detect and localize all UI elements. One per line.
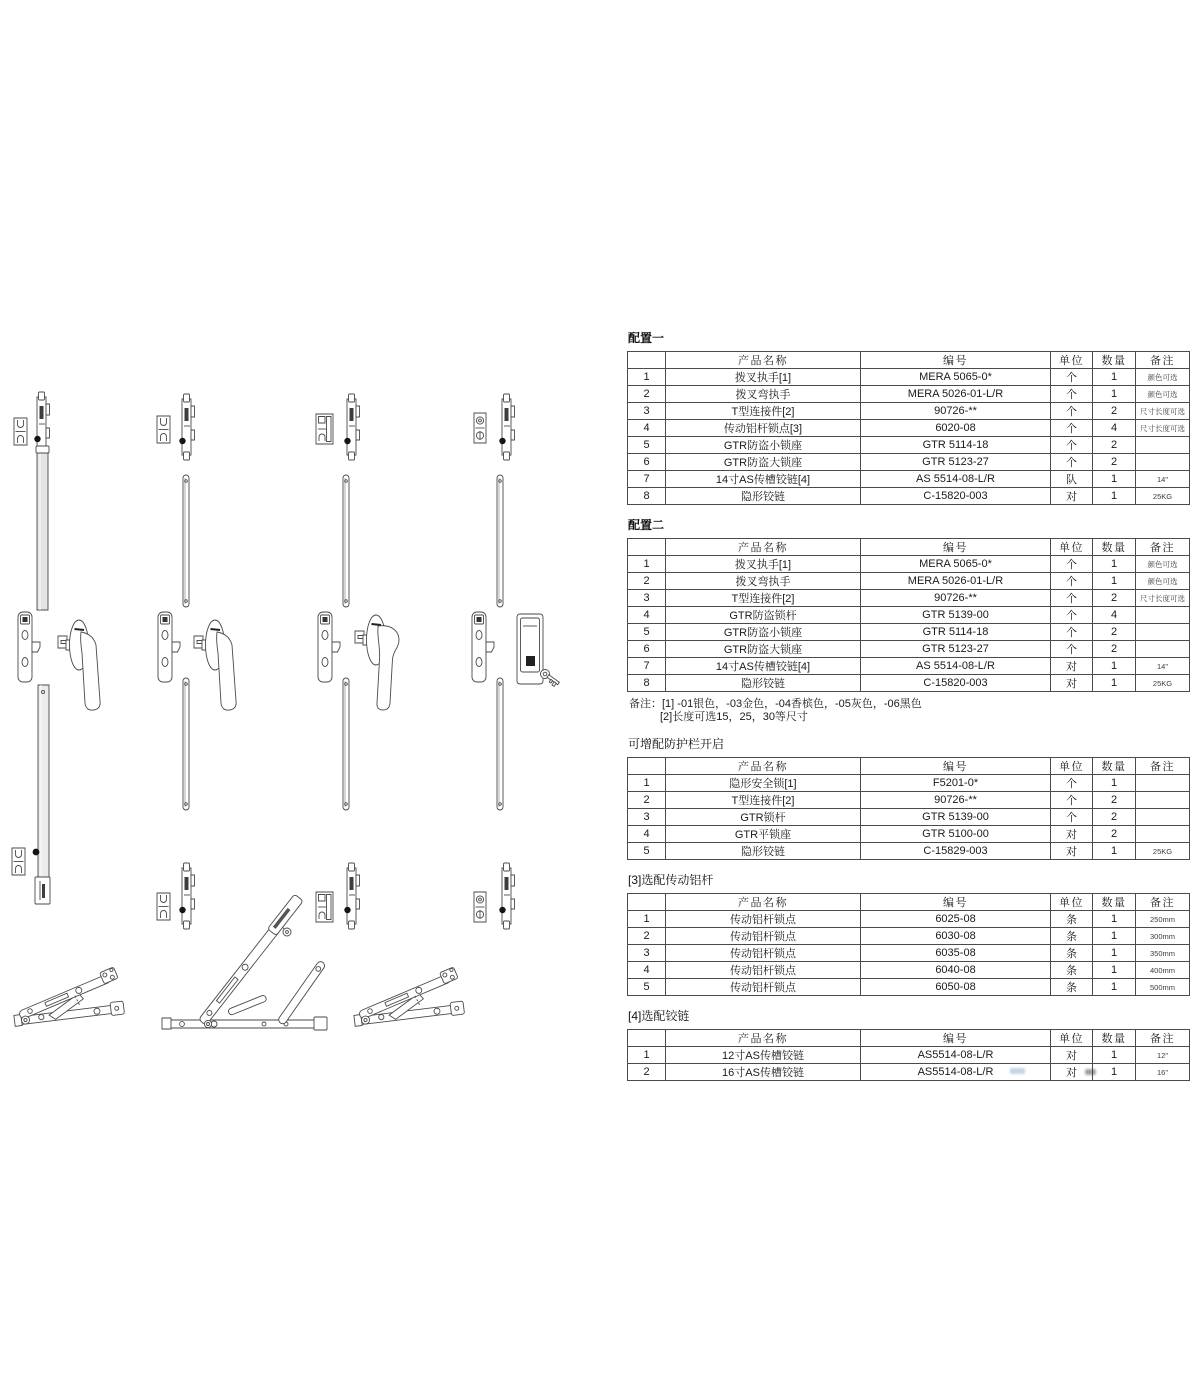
column-header: 数量: [1093, 352, 1136, 369]
cranked-window-handle-icon: [355, 615, 399, 710]
lock-keeper-icon: [12, 848, 25, 875]
table-cell: 2: [628, 573, 666, 590]
table-cell: MERA 5065-0*: [861, 369, 1051, 386]
table-cell: 3: [628, 590, 666, 607]
table-row: [628, 607, 1190, 624]
table-cell: 1: [628, 556, 666, 573]
table-cell: 2: [1093, 792, 1136, 809]
table-cell: 2: [1093, 403, 1136, 420]
lock-keeper-icon: [157, 416, 170, 443]
table-cell: 条: [1051, 979, 1093, 996]
table-cell: 2: [628, 928, 666, 945]
config1-table: [627, 351, 1190, 505]
table-cell: 90726-**: [861, 792, 1051, 809]
table-cell: 5: [628, 437, 666, 454]
friction-stay-hinge-icon: [9, 966, 124, 1027]
table-cell: 隐形安全锁[1]: [666, 775, 861, 792]
column-header: [628, 352, 666, 369]
notes-label: 备注：: [629, 698, 662, 710]
table-cell: 1: [1093, 386, 1136, 403]
table-cell: 25KG: [1136, 488, 1190, 505]
note-line: [1] -01银色，-03金色，-04香槟色，-05灰色，-06黑色: [662, 698, 922, 710]
assembly-column-2: [157, 394, 236, 929]
header-row: [628, 894, 1190, 911]
table-cell: 1: [1093, 945, 1136, 962]
table-cell: MERA 5026-01-L/R: [861, 573, 1051, 590]
drive-rod-icon: [183, 678, 189, 810]
rod-options-table: [627, 893, 1190, 996]
table-cell: GTR 5100-00: [861, 826, 1051, 843]
table-cell: C-15820-003: [861, 488, 1051, 505]
column-header: 产品名称: [666, 894, 861, 911]
table-cell: 1: [1093, 573, 1136, 590]
table-cell: GTR防盗小锁座: [666, 437, 861, 454]
column-header: [628, 1030, 666, 1047]
table-cell: 个: [1051, 454, 1093, 471]
assembly-column-4: [472, 394, 561, 929]
table-cell: 4: [628, 826, 666, 843]
table-row: [628, 369, 1190, 386]
column-header: 数量: [1093, 539, 1136, 556]
lock-keeper-icon: [316, 414, 333, 444]
column-header: 单位: [1051, 352, 1093, 369]
table-cell: 1: [1093, 775, 1136, 792]
table-cell: 300mm: [1136, 928, 1190, 945]
table-cell: T型连接件[2]: [666, 403, 861, 420]
table-cell: 个: [1051, 420, 1093, 437]
table-cell: 1: [628, 1047, 666, 1064]
table-cell: 2: [628, 792, 666, 809]
lock-point-strip-icon: [499, 394, 514, 460]
table-cell: 6030-08: [861, 928, 1051, 945]
column-header: [628, 539, 666, 556]
table-cell: 4: [628, 607, 666, 624]
table-cell: 个: [1051, 573, 1093, 590]
table-row: [628, 979, 1190, 996]
espagnolette-gearbox-icon: [318, 612, 340, 682]
table-cell: 颜色可选: [1136, 386, 1190, 403]
table-cell: 90726-**: [861, 590, 1051, 607]
table-cell: 个: [1051, 775, 1093, 792]
table-cell: 4: [1093, 420, 1136, 437]
window-handle-icon: [58, 620, 100, 710]
table-cell: [1136, 792, 1190, 809]
table-cell: 1: [1093, 658, 1136, 675]
header-row: [628, 758, 1190, 775]
table-cell: 队: [1051, 471, 1093, 488]
table-cell: 5: [628, 843, 666, 860]
header-row: [628, 352, 1190, 369]
lock-keeper-icon: [14, 418, 27, 445]
table-cell: [1136, 775, 1190, 792]
table-cell: 1: [1093, 369, 1136, 386]
table-cell: 对: [1051, 675, 1093, 692]
table-cell: 3: [628, 403, 666, 420]
table-cell: 250mm: [1136, 911, 1190, 928]
table-cell: 拨叉弯执手: [666, 573, 861, 590]
table-cell: 1: [628, 911, 666, 928]
table-cell: 12": [1136, 1047, 1190, 1064]
faint-print-artifact: [1010, 1068, 1025, 1074]
table-row: [628, 471, 1190, 488]
table-cell: 尺寸长度可选: [1136, 403, 1190, 420]
table-cell: 6040-08: [861, 962, 1051, 979]
table-cell: GTR防盗锁杆: [666, 607, 861, 624]
table-cell: AS 5514-08-L/R: [861, 658, 1051, 675]
table-cell: [1136, 454, 1190, 471]
table-row: [628, 488, 1190, 505]
column-header: 备注: [1136, 894, 1190, 911]
table-cell: 传动铝杆锁点: [666, 928, 861, 945]
spec-panel: [627, 331, 1189, 1081]
drive-rod-icon: [35, 685, 50, 904]
table-cell: 个: [1051, 403, 1093, 420]
hidden-safety-lock-key-icon: [517, 614, 561, 688]
table-cell: 对: [1051, 826, 1093, 843]
table-row: [628, 962, 1190, 979]
table-cell: 拨叉弯执手: [666, 386, 861, 403]
table-cell: 条: [1051, 962, 1093, 979]
drive-rod-icon: [497, 475, 503, 607]
table-cell: 拨叉执手[1]: [666, 556, 861, 573]
section-title-rod-options: [3]选配传动铝杆: [628, 873, 714, 887]
table-cell: 8: [628, 675, 666, 692]
table-cell: 5: [628, 624, 666, 641]
table-row: [628, 403, 1190, 420]
table-cell: 对: [1051, 843, 1093, 860]
table-cell: GTR锁杆: [666, 809, 861, 826]
lock-keeper-icon: [157, 893, 170, 920]
table-cell: 1: [1093, 471, 1136, 488]
table-cell: 对: [1051, 1047, 1093, 1064]
table-cell: 对: [1051, 658, 1093, 675]
table-cell: 传动铝杆锁点: [666, 979, 861, 996]
table-cell: 6: [628, 641, 666, 658]
table-cell: 25KG: [1136, 843, 1190, 860]
table-cell: 2: [1093, 624, 1136, 641]
table-row: [628, 386, 1190, 403]
column-header: 备注: [1136, 352, 1190, 369]
config2-table: [627, 538, 1190, 692]
lock-point-strip-icon: [499, 863, 514, 929]
table-cell: [1136, 809, 1190, 826]
table-cell: 传动铝杆锁点: [666, 911, 861, 928]
table-cell: 个: [1051, 792, 1093, 809]
table-cell: 条: [1051, 928, 1093, 945]
notes: [629, 698, 1189, 724]
table-cell: F5201-0*: [861, 775, 1051, 792]
table-row: [628, 658, 1190, 675]
table-cell: 2: [628, 386, 666, 403]
table-row: [628, 590, 1190, 607]
table-row: [628, 573, 1190, 590]
table-row: [628, 775, 1190, 792]
table-cell: GTR平锁座: [666, 826, 861, 843]
column-header: 编号: [861, 1030, 1051, 1047]
column-header: 单位: [1051, 539, 1093, 556]
table-row: [628, 1064, 1190, 1081]
table-cell: 个: [1051, 624, 1093, 641]
table-cell: 个: [1051, 590, 1093, 607]
table-cell: 个: [1051, 369, 1093, 386]
table-cell: 隐形铰链: [666, 675, 861, 692]
header-row: [628, 539, 1190, 556]
column-header: 数量: [1093, 758, 1136, 775]
table-cell: 5: [628, 979, 666, 996]
table-row: [628, 928, 1190, 945]
table-cell: 6: [628, 454, 666, 471]
table-cell: 条: [1051, 911, 1093, 928]
table-cell: MERA 5026-01-L/R: [861, 386, 1051, 403]
column-header: 产品名称: [666, 352, 861, 369]
table-cell: 16寸AS传槽铰链: [666, 1064, 861, 1081]
table-cell: [1136, 624, 1190, 641]
table-cell: 个: [1051, 556, 1093, 573]
table-cell: GTR防盗大锁座: [666, 454, 861, 471]
table-cell: GTR防盗大锁座: [666, 641, 861, 658]
friction-stay-hinge-icon: [349, 966, 464, 1027]
table-cell: 7: [628, 471, 666, 488]
column-header: 数量: [1093, 1030, 1136, 1047]
table-cell: 2: [1093, 641, 1136, 658]
table-cell: C-15820-003: [861, 675, 1051, 692]
table-row: [628, 843, 1190, 860]
table-cell: 个: [1051, 641, 1093, 658]
table-cell: GTR 5139-00: [861, 607, 1051, 624]
table-cell: 4: [1093, 607, 1136, 624]
cam-dot-icon: [33, 849, 40, 856]
table-row: [628, 911, 1190, 928]
table-cell: AS5514-08-L/R: [861, 1064, 1051, 1081]
table-cell: 2: [628, 1064, 666, 1081]
drive-rod-icon: [343, 475, 349, 607]
section-title-hinge-options: [4]选配铰链: [628, 1009, 690, 1023]
table-cell: 1: [1093, 843, 1136, 860]
espagnolette-gearbox-icon: [18, 612, 40, 682]
table-row: [628, 675, 1190, 692]
table-cell: GTR 5114-18: [861, 437, 1051, 454]
espagnolette-gearbox-icon: [472, 612, 494, 682]
table-row: [628, 437, 1190, 454]
table-cell: 90726-**: [861, 403, 1051, 420]
table-cell: 6020-08: [861, 420, 1051, 437]
table-cell: 1: [1093, 962, 1136, 979]
table-cell: GTR 5139-00: [861, 809, 1051, 826]
column-header: [628, 758, 666, 775]
window-handle-icon: [194, 620, 236, 710]
table-cell: 1: [1093, 1047, 1136, 1064]
drive-rod-icon: [497, 678, 503, 810]
table-cell: [1136, 641, 1190, 658]
table-row: [628, 556, 1190, 573]
column-header: 备注: [1136, 1030, 1190, 1047]
column-header: 编号: [861, 352, 1051, 369]
table-cell: 1: [1093, 488, 1136, 505]
table-cell: 4: [628, 420, 666, 437]
table-cell: 颜色可选: [1136, 573, 1190, 590]
assembly-column-1: [12, 392, 100, 904]
table-row: [628, 624, 1190, 641]
table-cell: 对: [1051, 488, 1093, 505]
hinge-options-table: [627, 1029, 1190, 1081]
table-cell: T型连接件[2]: [666, 792, 861, 809]
table-cell: 2: [1093, 590, 1136, 607]
table-cell: MERA 5065-0*: [861, 556, 1051, 573]
table-cell: 500mm: [1136, 979, 1190, 996]
section-title-config1: 配置一: [628, 331, 665, 345]
drive-rod-icon: [36, 446, 49, 610]
table-cell: 1: [1093, 556, 1136, 573]
table-cell: 8: [628, 488, 666, 505]
header-row: [628, 1030, 1190, 1047]
column-header: 备注: [1136, 539, 1190, 556]
table-cell: 25KG: [1136, 675, 1190, 692]
table-cell: 6025-08: [861, 911, 1051, 928]
lock-point-strip-icon: [179, 394, 194, 460]
column-header: 产品名称: [666, 1030, 861, 1047]
table-row: [628, 420, 1190, 437]
table-cell: 2: [1093, 809, 1136, 826]
lock-keeper-icon: [474, 892, 486, 922]
table-cell: GTR 5123-27: [861, 454, 1051, 471]
table-cell: 400mm: [1136, 962, 1190, 979]
table-cell: 个: [1051, 809, 1093, 826]
column-header: 编号: [861, 894, 1051, 911]
lock-keeper-icon: [474, 413, 486, 443]
table-cell: [1136, 607, 1190, 624]
table-row: [628, 792, 1190, 809]
table-cell: 个: [1051, 386, 1093, 403]
lock-point-strip-icon: [344, 394, 359, 460]
table-cell: AS 5514-08-L/R: [861, 471, 1051, 488]
assembly-column-3: [279, 394, 399, 936]
table-cell: [1136, 826, 1190, 843]
table-cell: 传动铝杆锁点[3]: [666, 420, 861, 437]
espagnolette-gearbox-icon: [158, 612, 180, 682]
lock-point-strip-icon: [344, 863, 359, 929]
column-header: [628, 894, 666, 911]
table-row: [628, 809, 1190, 826]
table-cell: 12寸AS传槽铰链: [666, 1047, 861, 1064]
table-cell: 4: [628, 962, 666, 979]
table-cell: T型连接件[2]: [666, 590, 861, 607]
faint-print-artifact: [1085, 1069, 1096, 1075]
table-cell: GTR 5123-27: [861, 641, 1051, 658]
table-cell: 14": [1136, 658, 1190, 675]
table-row: [628, 1047, 1190, 1064]
table-cell: 1: [1093, 675, 1136, 692]
drive-rod-icon: [343, 678, 349, 810]
table-cell: 1: [628, 369, 666, 386]
table-row: [628, 641, 1190, 658]
table-cell: 隐形铰链: [666, 488, 861, 505]
table-cell: 1: [1093, 928, 1136, 945]
table-cell: 拨叉执手[1]: [666, 369, 861, 386]
table-cell: 尺寸长度可选: [1136, 420, 1190, 437]
table-cell: 颜色可选: [1136, 556, 1190, 573]
column-header: 编号: [861, 539, 1051, 556]
drive-rod-icon: [183, 475, 189, 607]
note-line: [2]长度可选15，25，30等尺寸: [660, 711, 808, 723]
table-cell: 颜色可选: [1136, 369, 1190, 386]
hardware-diagram: [0, 375, 620, 1075]
table-cell: 3: [628, 945, 666, 962]
lock-keeper-icon: [316, 892, 333, 922]
column-header: 数量: [1093, 894, 1136, 911]
table-cell: 14": [1136, 471, 1190, 488]
table-cell: 1: [1093, 911, 1136, 928]
table-cell: 1: [1093, 979, 1136, 996]
table-cell: AS5514-08-L/R: [861, 1047, 1051, 1064]
table-cell: 对: [1051, 1064, 1093, 1081]
lock-point-strip-icon: [179, 863, 194, 929]
table-cell: 1: [628, 775, 666, 792]
table-cell: 3: [628, 809, 666, 826]
table-row: [628, 454, 1190, 471]
section-title-config2: 配置二: [628, 518, 665, 532]
table-cell: 传动铝杆锁点: [666, 945, 861, 962]
table-cell: GTR 5114-18: [861, 624, 1051, 641]
column-header: 单位: [1051, 1030, 1093, 1047]
table-cell: 个: [1051, 607, 1093, 624]
table-cell: 7: [628, 658, 666, 675]
table-cell: 6035-08: [861, 945, 1051, 962]
table-cell: 隐形铰链: [666, 843, 861, 860]
table-cell: 14寸AS传槽铰链[4]: [666, 658, 861, 675]
table-row: [628, 826, 1190, 843]
table-cell: 传动铝杆锁点: [666, 962, 861, 979]
table-cell: [1136, 437, 1190, 454]
table-cell: GTR防盗小锁座: [666, 624, 861, 641]
column-header: 编号: [861, 758, 1051, 775]
table-cell: 14寸AS传槽铰链[4]: [666, 471, 861, 488]
table-cell: 2: [1093, 454, 1136, 471]
table-cell: 2: [1093, 437, 1136, 454]
table-cell: 尺寸长度可选: [1136, 590, 1190, 607]
table-cell: 16": [1136, 1064, 1190, 1081]
column-header: 备注: [1136, 758, 1190, 775]
table-cell: 条: [1051, 945, 1093, 962]
column-header: 单位: [1051, 758, 1093, 775]
table-cell: 350mm: [1136, 945, 1190, 962]
table-cell: C-15829-003: [861, 843, 1051, 860]
column-header: 产品名称: [666, 539, 861, 556]
table-cell: 6050-08: [861, 979, 1051, 996]
table-cell: 1: [1093, 1064, 1136, 1081]
section-title-guard-rail: 可增配防护栏开启: [628, 737, 725, 751]
guard-rail-table: [627, 757, 1190, 860]
table-cell: 个: [1051, 437, 1093, 454]
column-header: 单位: [1051, 894, 1093, 911]
table-cell: 2: [1093, 826, 1136, 843]
column-header: 产品名称: [666, 758, 861, 775]
table-row: [628, 945, 1190, 962]
